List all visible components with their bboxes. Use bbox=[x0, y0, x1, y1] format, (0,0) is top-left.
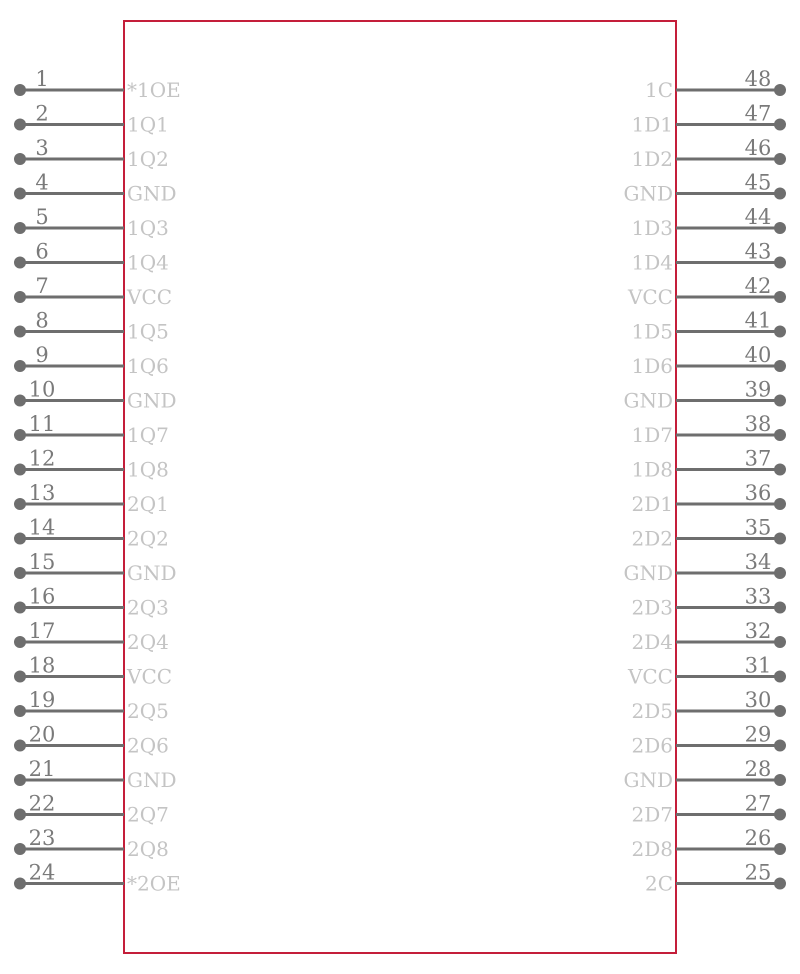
left-pin-17 bbox=[14, 619, 169, 654]
right-pin-34 bbox=[623, 550, 786, 585]
pin-name: VCC bbox=[127, 664, 173, 689]
pin-end-dot bbox=[774, 153, 786, 165]
right-pin-25 bbox=[645, 861, 786, 896]
pin-name: 2Q7 bbox=[127, 802, 169, 827]
pin-name: 1Q2 bbox=[127, 147, 169, 171]
pin-end-dot bbox=[774, 878, 786, 890]
pin-name: VCC bbox=[627, 664, 673, 689]
pin-name: 1Q1 bbox=[127, 112, 169, 137]
right-pin-45 bbox=[623, 171, 786, 206]
pin-end-dot bbox=[14, 740, 26, 752]
pin-number: 31 bbox=[744, 653, 772, 678]
left-pin-13 bbox=[14, 481, 169, 516]
pin-end-dot bbox=[14, 464, 26, 476]
left-pin-8 bbox=[14, 309, 169, 344]
right-pin-28 bbox=[623, 757, 786, 792]
pin-number: 15 bbox=[28, 550, 56, 574]
pin-end-dot bbox=[774, 429, 786, 441]
pin-name: GND bbox=[623, 561, 673, 585]
pin-end-dot bbox=[774, 567, 786, 579]
pin-end-dot bbox=[774, 464, 786, 476]
pin-name: 2Q1 bbox=[127, 492, 169, 516]
right-pin-47 bbox=[632, 102, 786, 137]
pin-name: 2D4 bbox=[631, 630, 673, 654]
pin-number: 21 bbox=[28, 757, 56, 781]
pin-number: 14 bbox=[28, 515, 56, 540]
pin-end-dot bbox=[774, 705, 786, 717]
pin-end-dot bbox=[14, 533, 26, 545]
pin-end-dot bbox=[14, 395, 26, 407]
pin-end-dot bbox=[14, 705, 26, 717]
pin-name: 1D3 bbox=[631, 216, 673, 240]
pin-name: GND bbox=[623, 768, 673, 792]
left-pin-24 bbox=[14, 861, 181, 896]
pin-name: 1D8 bbox=[631, 457, 673, 482]
pin-name: 1Q5 bbox=[127, 319, 169, 344]
pin-number: 44 bbox=[744, 205, 772, 229]
right-pin-40 bbox=[632, 343, 786, 378]
pin-end-dot bbox=[14, 257, 26, 269]
left-pin-19 bbox=[14, 688, 169, 723]
right-pin-39 bbox=[623, 378, 786, 413]
pin-number: 40 bbox=[744, 343, 772, 367]
left-pin-4 bbox=[14, 171, 177, 206]
pin-name: 1Q3 bbox=[127, 216, 169, 240]
right-pin-33 bbox=[632, 585, 786, 620]
pin-end-dot bbox=[14, 188, 26, 200]
pin-end-dot bbox=[14, 774, 26, 786]
pin-number: 26 bbox=[744, 826, 772, 850]
pin-number: 48 bbox=[744, 67, 772, 91]
right-pin-48 bbox=[645, 67, 786, 102]
pin-number: 30 bbox=[744, 688, 772, 712]
pin-name: GND bbox=[127, 768, 177, 792]
pin-end-dot bbox=[774, 843, 786, 855]
left-pin-1 bbox=[14, 67, 181, 102]
pin-name: GND bbox=[127, 388, 177, 413]
pin-number: 2 bbox=[35, 101, 49, 126]
pin-name: 1C bbox=[644, 78, 673, 102]
pin-number: 37 bbox=[744, 446, 772, 471]
pin-name: 2Q8 bbox=[127, 837, 169, 861]
left-pin-14 bbox=[14, 516, 169, 551]
pin-name: *1OE bbox=[127, 78, 181, 102]
left-pin-22 bbox=[14, 792, 169, 827]
pin-name: GND bbox=[623, 388, 673, 413]
pin-name: GND bbox=[127, 181, 177, 206]
right-pin-42 bbox=[627, 274, 786, 309]
left-pin-21 bbox=[14, 757, 177, 792]
pin-end-dot bbox=[774, 774, 786, 786]
pin-number: 8 bbox=[35, 308, 49, 333]
left-pin-20 bbox=[14, 723, 169, 758]
right-pin-44 bbox=[632, 205, 786, 240]
pin-end-dot bbox=[14, 222, 26, 234]
pin-name: VCC bbox=[627, 285, 673, 309]
pin-name: VCC bbox=[127, 285, 173, 309]
pin-end-dot bbox=[14, 84, 26, 96]
left-pin-11 bbox=[14, 412, 169, 447]
pin-number: 19 bbox=[28, 688, 56, 712]
pin-end-dot bbox=[774, 257, 786, 269]
pin-number: 29 bbox=[744, 722, 772, 747]
pin-number: 38 bbox=[744, 412, 772, 436]
left-pin-9 bbox=[14, 343, 169, 378]
left-pin-16 bbox=[14, 585, 169, 620]
pin-number: 1 bbox=[35, 67, 49, 91]
right-pin-35 bbox=[632, 516, 786, 551]
pin-number: 13 bbox=[28, 481, 56, 505]
pin-name: 1D5 bbox=[631, 319, 673, 344]
left-pin-12 bbox=[14, 447, 169, 482]
pin-end-dot bbox=[774, 809, 786, 821]
right-pin-31 bbox=[627, 654, 786, 689]
pin-name: 1D4 bbox=[631, 250, 673, 275]
pin-number: 41 bbox=[744, 308, 772, 333]
pin-end-dot bbox=[774, 395, 786, 407]
pin-end-dot bbox=[774, 222, 786, 234]
pin-end-dot bbox=[774, 602, 786, 614]
left-pin-23 bbox=[14, 826, 169, 861]
pin-number: 25 bbox=[744, 860, 772, 885]
pin-end-dot bbox=[14, 671, 26, 683]
pin-number: 4 bbox=[35, 170, 49, 195]
pin-name: 2Q2 bbox=[127, 526, 169, 551]
pin-end-dot bbox=[774, 188, 786, 200]
pin-end-dot bbox=[14, 567, 26, 579]
pin-number: 23 bbox=[28, 826, 56, 850]
pin-end-dot bbox=[774, 671, 786, 683]
pin-number: 16 bbox=[28, 584, 56, 609]
right-pin-group bbox=[623, 67, 786, 896]
pin-name: GND bbox=[623, 181, 673, 206]
pin-number: 5 bbox=[35, 205, 49, 229]
pin-name: 2C bbox=[644, 871, 673, 896]
pin-number: 17 bbox=[28, 619, 56, 643]
pin-end-dot bbox=[14, 498, 26, 510]
pin-name: 2D3 bbox=[631, 595, 673, 620]
pin-number: 24 bbox=[28, 860, 56, 885]
pin-number: 11 bbox=[28, 412, 56, 436]
right-pin-26 bbox=[632, 826, 786, 861]
pin-name: 1Q7 bbox=[127, 423, 169, 447]
right-pin-29 bbox=[632, 723, 786, 758]
pin-number: 28 bbox=[744, 757, 772, 781]
pin-end-dot bbox=[14, 119, 26, 131]
pin-number: 18 bbox=[28, 653, 56, 678]
left-pin-group bbox=[14, 67, 181, 896]
pin-end-dot bbox=[774, 326, 786, 338]
pin-number: 12 bbox=[28, 446, 56, 471]
pin-name: 2Q5 bbox=[127, 699, 169, 723]
pin-end-dot bbox=[14, 360, 26, 372]
right-pin-41 bbox=[632, 309, 786, 344]
pin-name: 1Q8 bbox=[127, 457, 169, 482]
pin-end-dot bbox=[774, 636, 786, 648]
pin-name: 2D5 bbox=[631, 699, 673, 723]
pin-number: 47 bbox=[744, 101, 772, 126]
pin-number: 6 bbox=[35, 239, 49, 264]
pin-name: 2D2 bbox=[631, 526, 673, 551]
pin-end-dot bbox=[14, 429, 26, 441]
pin-end-dot bbox=[14, 326, 26, 338]
right-pin-46 bbox=[632, 136, 786, 171]
pin-number: 22 bbox=[28, 791, 56, 816]
pin-name: 2Q3 bbox=[127, 595, 169, 620]
left-pin-2 bbox=[14, 102, 169, 137]
pin-number: 42 bbox=[744, 274, 772, 298]
pin-number: 36 bbox=[744, 481, 772, 505]
pin-number: 27 bbox=[744, 791, 772, 816]
pin-number: 34 bbox=[744, 550, 772, 574]
pin-name: 2D6 bbox=[631, 733, 673, 758]
pin-end-dot bbox=[774, 84, 786, 96]
pin-name: *2OE bbox=[127, 871, 181, 896]
pin-name: 2Q6 bbox=[127, 733, 169, 758]
pin-end-dot bbox=[14, 878, 26, 890]
pin-end-dot bbox=[774, 498, 786, 510]
right-pin-30 bbox=[632, 688, 786, 723]
pin-name: 2D8 bbox=[631, 837, 673, 861]
pin-number: 33 bbox=[744, 584, 772, 609]
pin-end-dot bbox=[14, 602, 26, 614]
pin-name: 1Q4 bbox=[127, 250, 169, 275]
right-pin-36 bbox=[632, 481, 786, 516]
right-pin-38 bbox=[632, 412, 786, 447]
left-pin-6 bbox=[14, 240, 169, 275]
pin-name: GND bbox=[127, 561, 177, 585]
right-pin-37 bbox=[632, 447, 786, 482]
pin-name: 2D1 bbox=[631, 492, 673, 516]
pin-number: 10 bbox=[28, 377, 56, 402]
right-pin-27 bbox=[632, 792, 786, 827]
pin-end-dot bbox=[14, 291, 26, 303]
pin-number: 32 bbox=[744, 619, 772, 643]
pin-number: 7 bbox=[35, 274, 49, 298]
pin-number: 9 bbox=[35, 343, 49, 367]
pin-name: 1D7 bbox=[631, 423, 673, 447]
pin-name: 2Q4 bbox=[127, 630, 169, 654]
pin-number: 3 bbox=[35, 136, 49, 160]
left-pin-3 bbox=[14, 136, 169, 171]
ic-body-outline bbox=[124, 21, 676, 953]
pin-number: 46 bbox=[744, 136, 772, 160]
pin-name: 1D6 bbox=[631, 354, 673, 378]
left-pin-15 bbox=[14, 550, 177, 585]
pin-number: 20 bbox=[28, 722, 56, 747]
pin-end-dot bbox=[14, 809, 26, 821]
left-pin-7 bbox=[14, 274, 172, 309]
pin-number: 39 bbox=[744, 377, 772, 402]
pin-end-dot bbox=[14, 153, 26, 165]
pin-end-dot bbox=[774, 119, 786, 131]
pin-end-dot bbox=[774, 533, 786, 545]
pin-number: 43 bbox=[744, 239, 772, 264]
pin-end-dot bbox=[774, 740, 786, 752]
pin-name: 1D2 bbox=[631, 147, 673, 171]
right-pin-32 bbox=[632, 619, 786, 654]
right-pin-43 bbox=[632, 240, 786, 275]
pin-end-dot bbox=[14, 843, 26, 855]
left-pin-18 bbox=[14, 654, 172, 689]
pin-name: 2D7 bbox=[631, 802, 673, 827]
pin-name: 1Q6 bbox=[127, 354, 169, 378]
pin-number: 45 bbox=[744, 170, 772, 195]
left-pin-10 bbox=[14, 378, 177, 413]
pin-end-dot bbox=[14, 636, 26, 648]
left-pin-5 bbox=[14, 205, 169, 240]
pin-end-dot bbox=[774, 291, 786, 303]
pin-number: 35 bbox=[744, 515, 772, 540]
pin-name: 1D1 bbox=[631, 112, 673, 137]
pin-end-dot bbox=[774, 360, 786, 372]
